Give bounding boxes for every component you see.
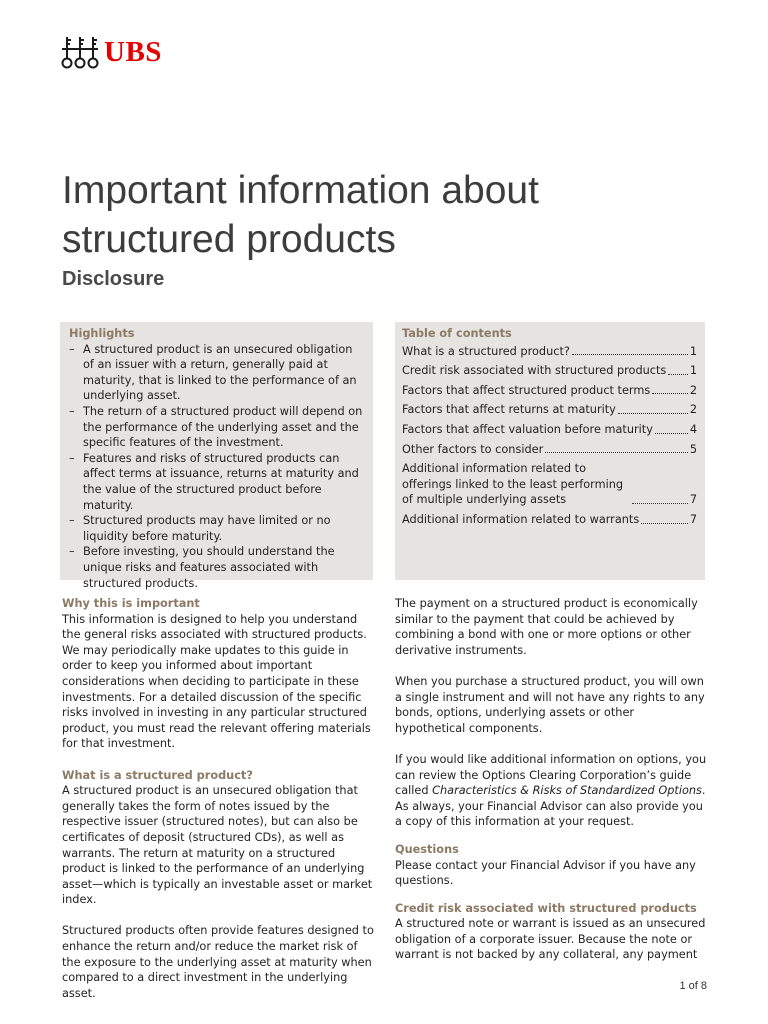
toc-leader-dots — [632, 503, 688, 504]
what-is-text-2: Structured products often provide features designed to enhance the return and/or reduce the market risk of the exposure to the underlying asset at maturity when compared to a direct investment in the underlying asset. — [62, 924, 374, 1000]
page-number: 1 of 8 — [679, 980, 707, 992]
toc-entry-label: Credit risk associated with structured products — [402, 364, 667, 378]
toc-leader-dots — [618, 413, 688, 414]
left-column — [62, 596, 374, 1017]
right-column — [395, 596, 707, 979]
ubs-keys-icon — [60, 35, 100, 69]
what-is-text: A structured product is an unsecured obligation that generally takes the form of notes issued by the respective issuer (structured notes), but can also be certificates of deposit (structured CDs), as well as warrants. The return at maturity on a structured product is linked to the performance of an underlying asset—which is typically an investable asset or market index. — [62, 784, 373, 907]
options-text-end: . As always, your Financial Advisor can also provide you a copy of this information at your request. — [395, 784, 706, 829]
page-title: Important information about structured products — [62, 169, 539, 261]
toc-entry-label: Factors that affect structured product terms — [402, 383, 651, 397]
toc-entry-page: 1 — [689, 344, 697, 358]
toc-entry-page: 7 — [689, 493, 697, 507]
highlight-item: – Before investing, you should understand the unique risks and features associated with structured products. — [69, 544, 365, 591]
toc-entry[interactable] — [402, 442, 697, 458]
toc-heading: Table of contents — [402, 327, 512, 340]
toc-leader-dots — [641, 523, 688, 524]
toc-entry-page: 4 — [689, 422, 697, 436]
purchase-text: When you purchase a structured product, you will own a single instrument and will not have any rights to any bonds, options, underlying assets or other hypothetical components. — [395, 674, 705, 735]
highlights-heading: Highlights — [69, 327, 135, 340]
toc-entry[interactable] — [402, 383, 697, 399]
highlight-item: – A structured product is an unsecured obligation of an issuer with a return, generally paid at maturity, that is linked to the performance of an underlying asset. — [69, 342, 365, 404]
credit-risk-text: A structured note or warrant is issued as an unsecured obligation of a corporate issuer. Because the note or warrant is not backed by any collateral, any payment — [395, 917, 706, 962]
options-text — [395, 752, 707, 830]
toc-entry-label: Other factors to consider — [402, 442, 544, 456]
options-text-start: If you would like additional information on options, you can review the Options Clearing Corporation’s guide called — [395, 752, 707, 798]
toc-entry[interactable] — [402, 512, 697, 528]
highlights-box — [60, 322, 373, 590]
toc-leader-dots — [652, 393, 688, 394]
toc-entry-label: Additional information related to warrants — [402, 512, 640, 526]
questions-text: Please contact your Financial Advisor if you have any questions. — [395, 858, 696, 888]
highlight-item: – Features and risks of structured products can affect terms at issuance, returns at maturity and the value of the structured product before maturity. — [69, 451, 365, 513]
questions-heading: Questions — [395, 842, 459, 856]
toc-leader-dots — [668, 374, 688, 375]
credit-risk-heading: Credit risk associated with structured products — [395, 901, 697, 915]
toc-entry[interactable] — [402, 402, 697, 418]
ubs-logo-text: UBS — [104, 35, 162, 68]
what-is-heading: What is a structured product? — [62, 768, 253, 782]
toc-leader-dots — [545, 452, 688, 453]
toc-entry-label: Factors that affect valuation before maturity — [402, 422, 653, 436]
toc-entry-label: Factors that affect returns at maturity — [402, 403, 616, 417]
payment-text: The payment on a structured product is economically similar to the payment that could be achieved by combining a bond with one or more options or other derivative instruments. — [395, 597, 698, 657]
toc-entry-page: 7 — [689, 512, 697, 526]
toc-leader-dots — [655, 433, 688, 434]
toc-list — [402, 344, 697, 528]
highlight-item: – The return of a structured product will depend on the performance of the underlying asset and the specific features of the investment. — [69, 404, 365, 451]
toc-entry[interactable] — [402, 363, 697, 379]
toc-entry-label: What is a structured product? — [402, 344, 570, 358]
toc-leader-dots — [572, 354, 688, 355]
why-important-text: This information is designed to help you understand the general risks associated with structured products. We may periodically make updates to this guide in order to keep you informed about important considerations when deciding to participate in these investments. For a detailed discussion of the specific risks involved in investing in any particular structured product, you must read the relevant offering materials for that investment. — [62, 612, 371, 751]
page-subtitle: Disclosure — [62, 268, 165, 290]
why-important-heading: Why this is important — [62, 597, 200, 610]
table-of-contents — [395, 322, 705, 580]
ubs-logo — [60, 34, 162, 70]
toc-entry-page: 2 — [689, 383, 697, 397]
toc-entry-label: Additional information related to offerings linked to the least performing of multiple underlying assets — [402, 462, 624, 507]
highlight-item: – Structured products may have limited or no liquidity before maturity. — [69, 513, 365, 544]
options-guide-title: Characteristics & Risks of Standardized Options — [432, 784, 702, 798]
toc-entry[interactable] — [402, 461, 697, 508]
highlights-list — [69, 342, 365, 592]
toc-entry-page: 5 — [689, 442, 697, 456]
toc-entry[interactable] — [402, 422, 697, 438]
toc-entry-page: 1 — [689, 364, 697, 378]
toc-entry-page: 2 — [689, 403, 697, 417]
toc-entry[interactable] — [402, 344, 697, 360]
